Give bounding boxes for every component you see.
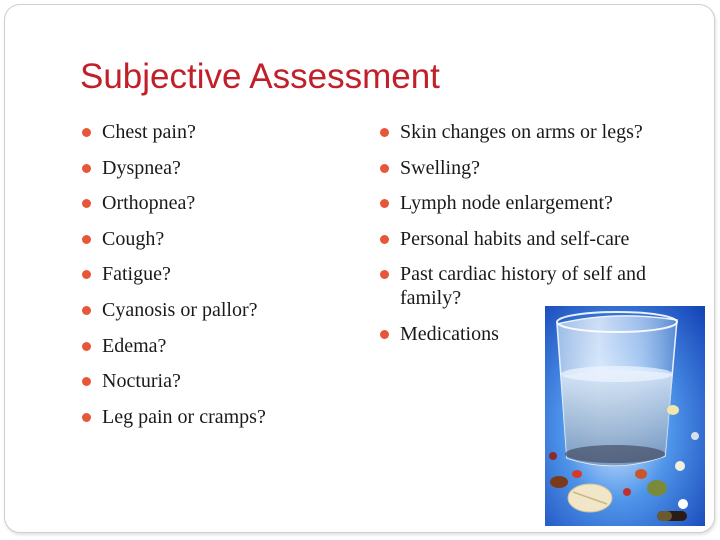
- list-item: Leg pain or cramps?: [82, 405, 352, 429]
- bullet-icon: [82, 270, 91, 279]
- left-bullet-list: [82, 120, 352, 440]
- bullet-icon: [380, 270, 389, 279]
- list-item: Medications: [380, 322, 680, 346]
- slide-title: Subjective Assessment: [80, 57, 440, 96]
- list-item: Dyspnea?: [82, 156, 352, 180]
- bullet-icon: [82, 413, 91, 422]
- list-item: Lymph node enlargement?: [380, 191, 680, 215]
- list-item: Chest pain?: [82, 120, 352, 144]
- bullet-icon: [82, 235, 91, 244]
- list-item: Nocturia?: [82, 369, 352, 393]
- list-item: Skin changes on arms or legs?: [380, 120, 680, 144]
- bullet-icon: [380, 199, 389, 208]
- bullet-icon: [380, 330, 389, 339]
- bullet-icon: [82, 306, 91, 315]
- bullet-icon: [380, 128, 389, 137]
- list-item: Cyanosis or pallor?: [82, 298, 352, 322]
- bullet-icon: [82, 164, 91, 173]
- bullet-icon: [82, 128, 91, 137]
- list-item: Cough?: [82, 227, 352, 251]
- list-item: Personal habits and self-care: [380, 227, 680, 251]
- list-item: Edema?: [82, 334, 352, 358]
- bullet-icon: [82, 342, 91, 351]
- list-item: Orthopnea?: [82, 191, 352, 215]
- bullet-icon: [82, 377, 91, 386]
- bullet-icon: [380, 235, 389, 244]
- list-item: Past cardiac history of self and family?: [380, 262, 662, 310]
- list-item: Fatigue?: [82, 262, 352, 286]
- bullet-icon: [380, 164, 389, 173]
- bullet-icon: [82, 199, 91, 208]
- list-item: Swelling?: [380, 156, 680, 180]
- pills-and-water-photo: [545, 306, 705, 526]
